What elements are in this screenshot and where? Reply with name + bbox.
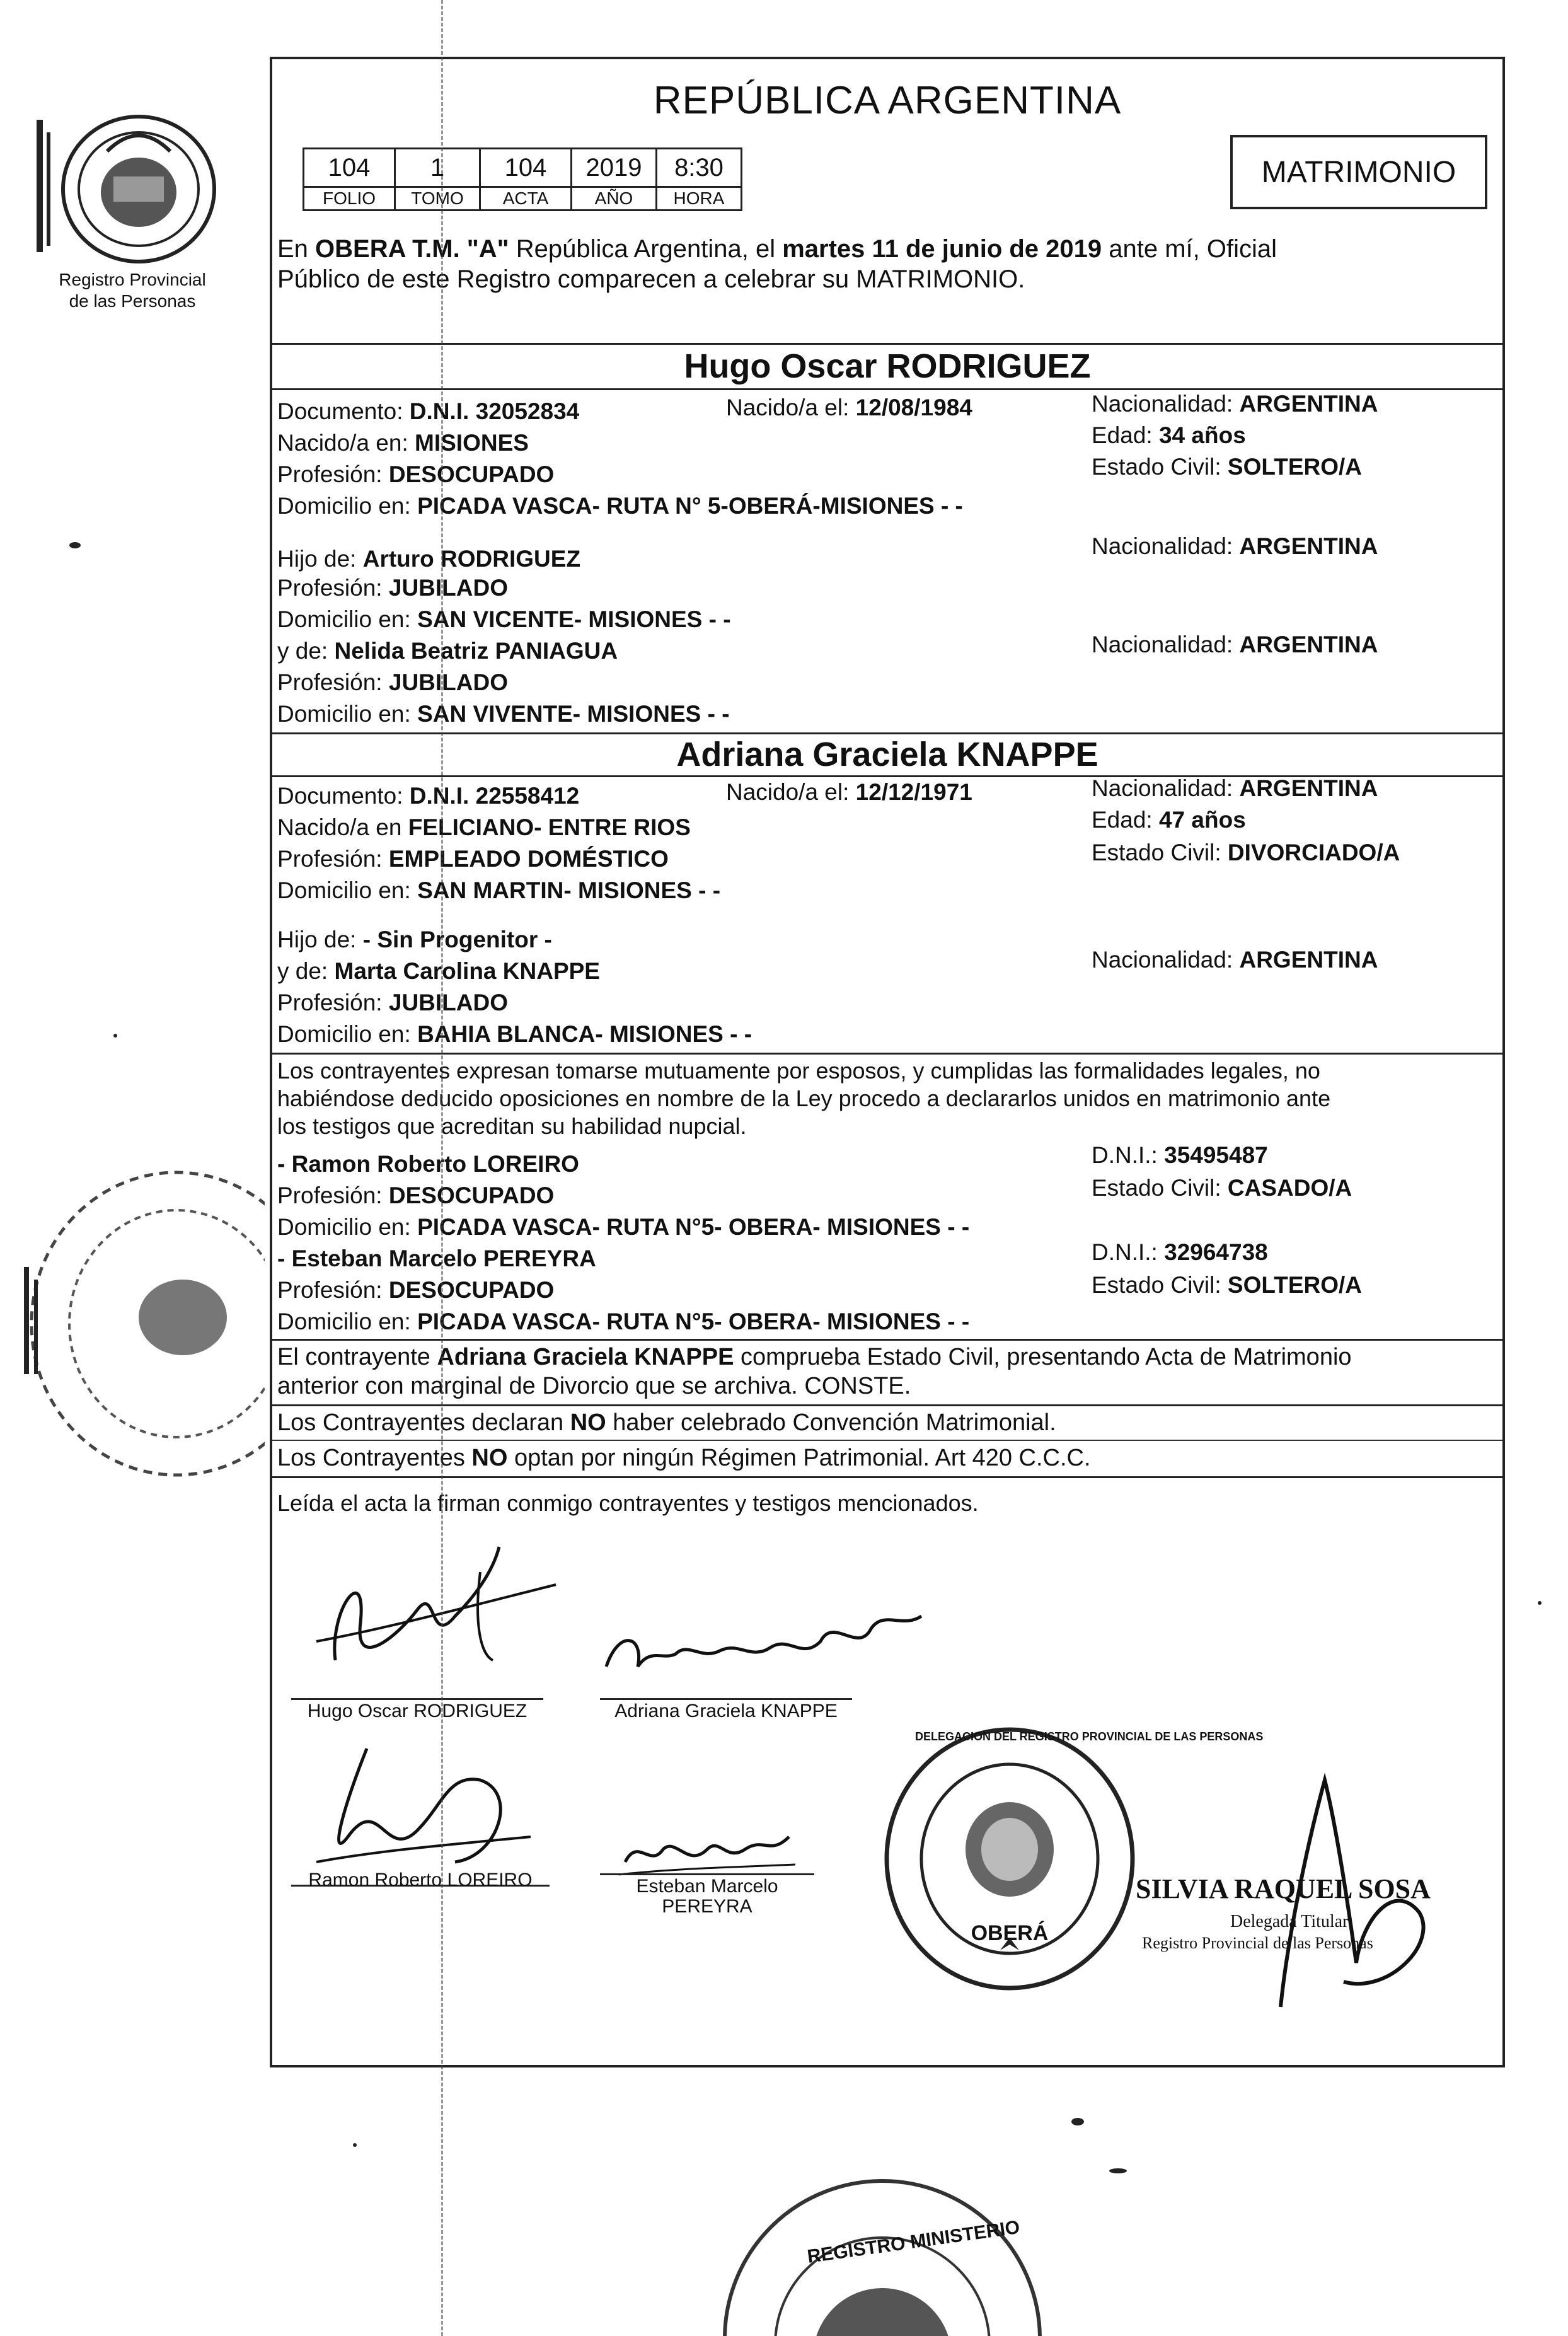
witness1-signature-label: Ramon Roberto LOREIRO xyxy=(308,1870,533,1890)
bride-signature-label: Adriana Graciela KNAPPE xyxy=(614,1701,838,1721)
fold-line xyxy=(441,0,443,2336)
groom-birthplace: Nacido/a en: MISIONES xyxy=(277,430,529,456)
folio-value: 104 xyxy=(304,149,395,187)
folio-label: FOLIO xyxy=(304,187,395,211)
scan-speck xyxy=(1538,1601,1542,1605)
bride-mother-nationality: Nacionalidad: ARGENTINA xyxy=(1092,947,1378,973)
witness1-domicile: Domicilio en: PICADA VASCA- RUTA N°5- OBERA- MISIONES - - xyxy=(277,1214,970,1240)
stamp-ring-text: DELEGACION DEL REGISTRO PROVINCIAL DE LAS PERSONAS xyxy=(915,1730,1264,1743)
civil-status-note-1: El contrayente Adriana Graciela KNAPPE comprueba Estado Civil, presentando Acta de Matrimonio xyxy=(277,1344,1352,1370)
convention-line-2: Los Contrayentes NO optan por ningún Régimen Patrimonial. Art 420 C.C.C. xyxy=(277,1445,1091,1471)
bride-document: Documento: D.N.I. 22558412 xyxy=(277,783,580,809)
intro-line-1: En OBERA T.M. "A" República Argentina, el martes 11 de junio de 2019 ante mí, Oficial xyxy=(277,235,1277,263)
witness1-name: - Ramon Roberto LOREIRO xyxy=(277,1151,579,1177)
groom-name: Hugo Oscar RODRIGUEZ xyxy=(684,347,1091,385)
witness2-civil-status: Estado Civil: SOLTERO/A xyxy=(1092,1272,1363,1298)
scan-speck xyxy=(69,542,81,548)
year-value: 2019 xyxy=(572,149,657,187)
groom-signature-label: Hugo Oscar RODRIGUEZ xyxy=(307,1701,527,1721)
groom-document: Documento: D.N.I. 32052834 xyxy=(277,398,580,424)
stamp-city: OBERÁ xyxy=(971,1921,1049,1945)
groom-mother-nationality: Nacionalidad: ARGENTINA xyxy=(1092,632,1378,657)
tomo-value: 1 xyxy=(395,149,480,187)
bride-profession: Profesión: EMPLEADO DOMÉSTICO xyxy=(277,846,669,872)
witness1-signature-icon xyxy=(291,1736,581,1887)
bride-domicile: Domicilio en: SAN MARTIN- MISIONES - - xyxy=(277,877,721,903)
declaration-line-3: los testigos que acreditan su habilidad nupcial. xyxy=(277,1113,747,1139)
document-title: REPÚBLICA ARGENTINA xyxy=(653,79,1122,122)
logo-caption-1: Registro Provincial xyxy=(59,270,206,289)
bride-mother-domicile: Domicilio en: BAHIA BLANCA- MISIONES - - xyxy=(277,1021,752,1047)
witness2-signature-icon xyxy=(600,1818,814,1881)
hour-value: 8:30 xyxy=(657,149,742,187)
record-type-box: MATRIMONIO xyxy=(1230,135,1487,209)
closing-statement: Leída el acta la firman conmigo contrayentes y testigos mencionados. xyxy=(277,1490,979,1516)
scan-speck xyxy=(113,1034,117,1038)
logo-caption-2: de las Personas xyxy=(69,291,196,311)
acta-label: ACTA xyxy=(480,187,572,211)
civil-status-note-2: anterior con marginal de Divorcio que se archiva. CONSTE. xyxy=(277,1373,911,1399)
bride-father: Hijo de: - Sin Progenitor - xyxy=(277,927,552,952)
misiones-shield-icon xyxy=(32,107,221,271)
bride-age: Edad: 47 años xyxy=(1092,807,1246,833)
divider xyxy=(272,343,1502,345)
witness1-profession: Profesión: DESOCUPADO xyxy=(277,1182,555,1208)
groom-signature-icon xyxy=(291,1534,644,1698)
groom-profession: Profesión: DESOCUPADO xyxy=(277,461,555,487)
declaration-line-1: Los contrayentes expresan tomarse mutuamente por esposos, y cumplidas las formalidades legales, no xyxy=(277,1058,1320,1084)
divider xyxy=(272,1404,1502,1406)
witness2-profession: Profesión: DESOCUPADO xyxy=(277,1277,555,1303)
groom-mother-domicile: Domicilio en: SAN VIVENTE- MISIONES - - xyxy=(277,701,730,727)
bride-birthplace: Nacido/a en FELICIANO- ENTRE RIOS xyxy=(277,814,691,840)
groom-father-profession: Profesión: JUBILADO xyxy=(277,575,508,601)
bride-mother-profession: Profesión: JUBILADO xyxy=(277,990,508,1015)
witness2-signature-label-2: PEREYRA xyxy=(662,1896,752,1917)
witness2-signature-line xyxy=(600,1873,814,1875)
groom-father-nationality: Nacionalidad: ARGENTINA xyxy=(1092,533,1378,559)
acta-value: 104 xyxy=(480,149,572,187)
witness2-signature-label-1: Esteban Marcelo xyxy=(636,1876,778,1897)
groom-signature-line xyxy=(291,1698,543,1700)
hour-label: HORA xyxy=(657,187,742,211)
record-info-table xyxy=(303,147,742,211)
officer-name: SILVIA RAQUEL SOSA xyxy=(1136,1873,1431,1904)
divider xyxy=(272,732,1502,734)
witness2-name: - Esteban Marcelo PEREYRA xyxy=(277,1246,596,1271)
groom-mother-profession: Profesión: JUBILADO xyxy=(277,669,508,695)
witness1-civil-status: Estado Civil: CASADO/A xyxy=(1092,1175,1352,1201)
groom-mother: y de: Nelida Beatriz PANIAGUA xyxy=(277,638,618,664)
groom-domicile: Domicilio en: PICADA VASCA- RUTA N° 5-OBERÁ-MISIONES - - xyxy=(277,493,963,519)
declaration-line-2: habiéndose deducido oposiciones en nombre de la Ley procedo a declararlos unidos en matrimonio ante xyxy=(277,1085,1331,1111)
provincial-logo xyxy=(32,107,221,271)
groom-father: Hijo de: Arturo RODRIGUEZ xyxy=(277,546,581,572)
divider xyxy=(272,1440,1502,1441)
bride-signature-icon xyxy=(594,1591,947,1692)
witness1-dni: D.N.I.: 35495487 xyxy=(1092,1142,1268,1168)
groom-father-domicile: Domicilio en: SAN VICENTE- MISIONES - - xyxy=(277,606,731,632)
convention-line-1: Los Contrayentes declaran NO haber celebrado Convención Matrimonial. xyxy=(277,1409,1056,1436)
bride-mother: y de: Marta Carolina KNAPPE xyxy=(277,958,600,984)
groom-age: Edad: 34 años xyxy=(1092,422,1246,448)
divider xyxy=(272,1476,1502,1478)
bride-signature-line xyxy=(600,1698,852,1700)
groom-nationality: Nacionalidad: ARGENTINA xyxy=(1092,391,1378,417)
scan-speck xyxy=(1071,2118,1084,2125)
year-label: AÑO xyxy=(572,187,657,211)
bride-birthdate: Nacido/a el: 12/12/1971 xyxy=(726,779,972,805)
witness2-dni: D.N.I.: 32964738 xyxy=(1092,1239,1268,1265)
bride-nationality: Nacionalidad: ARGENTINA xyxy=(1092,775,1378,801)
partial-stamp-icon xyxy=(13,1166,265,1494)
bride-name: Adriana Graciela KNAPPE xyxy=(676,736,1098,773)
groom-civil-status: Estado Civil: SOLTERO/A xyxy=(1092,454,1363,480)
scan-speck xyxy=(353,2143,357,2147)
bride-civil-status: Estado Civil: DIVORCIADO/A xyxy=(1092,840,1400,865)
officer-title: Delegada Titular xyxy=(1230,1912,1349,1931)
officer-office: Registro Provincial de las Personas xyxy=(1142,1934,1373,1952)
marriage-certificate xyxy=(270,57,1505,2067)
divider xyxy=(272,1053,1502,1055)
groom-birthdate: Nacido/a el: 12/08/1984 xyxy=(726,395,972,420)
scan-speck xyxy=(1109,2168,1127,2173)
divider xyxy=(272,1339,1502,1341)
witness2-domicile: Domicilio en: PICADA VASCA- RUTA N°5- OBERA- MISIONES - - xyxy=(277,1309,970,1334)
bottom-seal-text: REGISTRO MINISTERIO xyxy=(805,2216,1022,2267)
tomo-label: TOMO xyxy=(395,187,480,211)
intro-line-2: Público de este Registro comparecen a celebrar su MATRIMONIO. xyxy=(277,265,1025,293)
